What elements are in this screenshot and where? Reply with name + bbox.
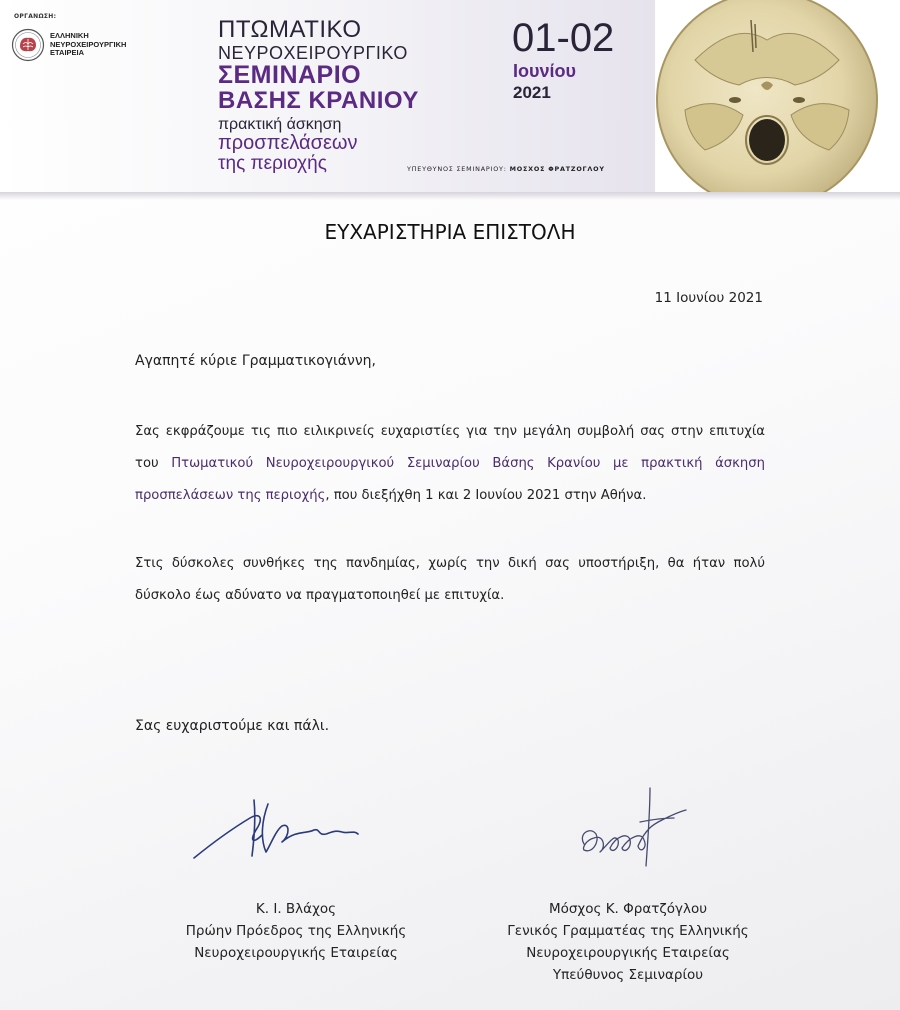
seminar-title-line-3: ΣΕΜΙΝΑΡΙΟ [218, 61, 362, 89]
closing: Σας ευχαριστούμε και πάλι. [135, 718, 330, 734]
paragraph-thanks: Σας εκφράζουμε τις πιο ειλικρινείς ευχαριστίες για την μεγάλη συμβολή σας στην επιτυχία του Πτωματικού Νευροχειρουργικού Σεμιναρίου Βάσης Κρανίου με πρακτική άσκηση προσπελάσεων της περιοχής, που διεξήχθη 1 και 2 Ιουνίου 2021 στην Αθήνα. [135, 424, 765, 503]
signatory-role-line: Νευροχειρουργικής Εταιρείας [194, 945, 398, 961]
seminar-banner [0, 0, 900, 192]
paragraph-pandemic: Στις δύσκολες συνθήκες της πανδημίας, χωρίς την δική σας υποστήριξη, θα ήταν πολύ δύσκολο έως αδύνατο να πραγματοποιηθεί με επιτυχία. [135, 556, 765, 603]
seminar-title-line-4: ΒΑΣΗΣ ΚΡΑΝΙΟΥ [218, 87, 419, 114]
seminar-responsible: ΥΠΕΥΘΥΝΟΣ ΣΕΜΙΝΑΡΙΟΥ: ΜΟΣΧΟΣ ΦΡΑΤΖΟΓΛΟΥ [407, 165, 605, 173]
seminar-subtitle-line-3: της περιοχής [218, 153, 327, 174]
seminar-title-line-2: ΝΕΥΡΟΧΕΙΡΟΥΡΓΙΚΟ [218, 43, 408, 63]
signatory-name: Κ. Ι. Βλάχος [255, 901, 337, 917]
signatory-vlachos [146, 898, 446, 964]
signatory-role-line: Πρώην Πρόεδρος της Ελληνικής [185, 923, 407, 939]
seminar-month: Ιουνίου [513, 61, 576, 81]
banner-shadow [0, 192, 900, 200]
signatory-role-line: Γενικός Γραμματέας της Ελληνικής [507, 923, 749, 939]
organizer-name: ΕΛΛΗΝΙΚΗ ΝΕΥΡΟΧΕΙΡΟΥΡΓΙΚΗ ΕΤΑΙΡΕΙΑ [50, 31, 127, 57]
signatory-role-line: Υπεύθυνος Σεμιναρίου [552, 967, 704, 983]
letter-date: 11 Ιουνίου 2021 [654, 290, 763, 306]
signature-vlachos [190, 790, 370, 870]
society-logo-icon [11, 28, 45, 62]
organizer-label: ΟΡΓΑΝΩΣΗ: [14, 13, 57, 20]
seminar-title-line-1: ΠΤΩΜΑΤΙΚΟ [218, 16, 362, 43]
seminar-date-range: 01-02 [512, 16, 615, 60]
signatory-name: Μόσχος Κ. Φρατζόγλου [548, 901, 708, 917]
seminar-name-highlight: Πτωματικού Νευροχειρουργικού Σεμιναρίου Βάσης Κρανίου με πρακτική άσκηση προσπελάσεων της περιοχής [135, 456, 765, 503]
signatory-role-line: Νευροχειρουργικής Εταιρείας [526, 945, 730, 961]
salutation: Αγαπητέ κύριε Γραμματικογιάννη, [135, 353, 376, 369]
signatory-fratzoglou [478, 898, 778, 986]
seminar-subtitle-line-1: πρακτική άσκηση [218, 116, 342, 133]
signature-fratzoglou [570, 782, 695, 872]
skull-base-image [655, 0, 900, 192]
letter-title: ΕΥΧΑΡΙΣΤΗΡΙΑ ΕΠΙΣΤΟΛΗ [324, 220, 576, 244]
seminar-year: 2021 [513, 83, 551, 102]
seminar-subtitle-line-2: προσπελάσεων [218, 132, 358, 154]
